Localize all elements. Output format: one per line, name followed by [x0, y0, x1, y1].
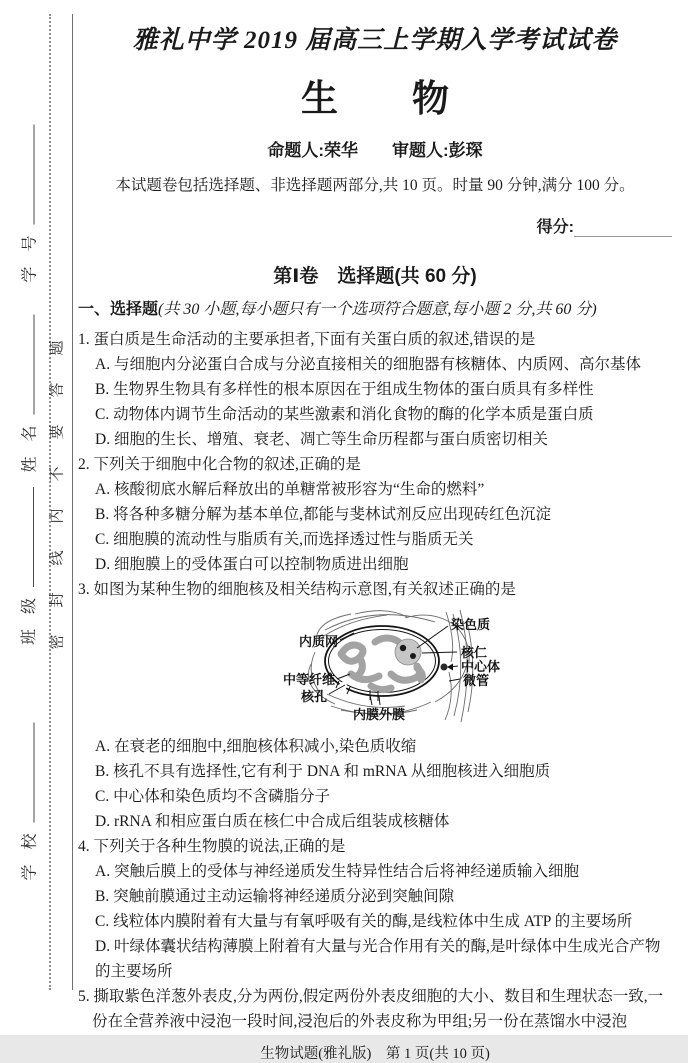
- question-5-number: 5.: [78, 988, 90, 1005]
- question-list: [78, 327, 672, 1034]
- student-field-name: [20, 308, 42, 473]
- question-4-option-d: D. 叶绿体囊状结构薄膜上附着有大量与光合作用有关的酶,是叶绿体中生成光合产物的主要场所: [95, 938, 661, 980]
- question-1-option-a: A. 与细胞内分泌蛋白合成与分泌直接相关的细胞器有核糖体、内质网、高尔基体: [95, 356, 641, 373]
- question-2-option-d: D. 细胞膜上的受体蛋白可以控制物质进出细胞: [95, 556, 409, 573]
- student-field-class-label: 班级: [21, 582, 38, 645]
- label-microtubule: 微管: [463, 673, 490, 688]
- part-note: (共 30 小题,每小题只有一个选项符合题意,每小题 2 分,共 60 分): [158, 301, 597, 318]
- student-field-id-blank: [21, 124, 35, 224]
- question-1-number: 1.: [78, 331, 90, 348]
- question-5-stem: 撕取紫色洋葱外表皮,分为两份,假定两份外表皮细胞的大小、数目和生理状态一致,一份在全营养液中浸泡一段时间,浸泡后的外表皮称为甲组;另一份在蒸馏水中浸泡: [92, 988, 664, 1030]
- score-row: [78, 215, 672, 237]
- question-3-stem: 如图为某种生物的细胞核及相关结构示意图,有关叙述正确的是: [93, 581, 516, 598]
- label-centrosome: 中心体: [461, 659, 501, 674]
- student-field-school-label: 学校: [21, 818, 39, 881]
- question-1-stem: 蛋白质是生命活动的主要承担者,下面有关蛋白质的叙述,错误的是: [93, 331, 536, 348]
- question-4-stem: 下列关于各种生物膜的说法,正确的是: [93, 838, 346, 855]
- question-2-number: 2.: [78, 456, 90, 473]
- exam-info: 本试题卷包括选择题、非选择题两部分,共 10 页。时量 90 分钟,满分 100 分。: [115, 177, 635, 194]
- score-blank: [574, 220, 672, 237]
- question-2-option-a: A. 核酸彻底水解后释放出的单糖常被形容为“生命的燃料”: [95, 481, 485, 498]
- nucleolus-dot: [410, 653, 416, 659]
- question-3-option-d: D. rRNA 和相应蛋白质在核仁中合成后组装成核糖体: [95, 813, 450, 830]
- part-heading: 一、选择题: [78, 301, 159, 318]
- question-4-number: 4.: [78, 838, 90, 855]
- nucleolus-dot: [400, 645, 406, 651]
- student-field-class: [19, 495, 41, 645]
- centrosome-body: [441, 664, 448, 671]
- question-1-option-c: C. 动物体内调节生命活动的某些激素和消化食物的酶的化学本质是蛋白质: [95, 406, 594, 423]
- question-1-option-d: D. 细胞的生长、增殖、衰老、凋亡等生命历程都与蛋白质密切相关: [95, 431, 548, 448]
- question-1: [78, 327, 672, 352]
- question-2-option-c: C. 细胞膜的流动性与脂质有关,而选择透过性与脂质无关: [95, 531, 474, 548]
- student-field-id: [20, 108, 42, 283]
- question-3-option-b: B. 核孔不具有选择性,它有利于 DNA 和 mRNA 从细胞核进入细胞质: [95, 763, 551, 780]
- question-2-stem: 下列关于细胞中化合物的叙述,正确的是: [93, 456, 361, 473]
- setters-line: 命题人:荣华 审题人:彭琛: [267, 141, 483, 160]
- question-3-option-a: A. 在衰老的细胞中,细胞核体积减小,染色质收缩: [95, 738, 417, 755]
- student-field-class-blank: [20, 487, 34, 587]
- student-field-name-label: 姓名: [21, 410, 39, 473]
- seal-warning-text: 密封线内不要答题: [49, 313, 66, 650]
- question-5: [78, 984, 672, 1034]
- label-chromatin: 染色质: [451, 617, 491, 632]
- nucleolus-body: [395, 639, 421, 665]
- student-field-id-label: 学号: [21, 220, 39, 283]
- question-3: [78, 577, 672, 602]
- cell-nucleus-diagram: [78, 602, 672, 734]
- label-nuclear-pore: 核孔: [300, 689, 327, 704]
- page-footer: 生物试题(雅礼版) 第 1 页(共 10 页): [260, 1046, 490, 1062]
- label-er: 内质网: [298, 634, 338, 649]
- subject-title: 生 物: [301, 78, 449, 119]
- student-field-name-blank: [21, 314, 35, 414]
- seal-solid-line: [72, 14, 73, 990]
- question-1-option-b: B. 生物界生物具有多样性的根本原因在于组成生物体的蛋白质具有多样性: [95, 381, 594, 398]
- page-title: 雅礼中学 2019 届高三上学期入学考试试卷: [132, 27, 618, 54]
- cell-nucleus-figure: [255, 602, 505, 734]
- student-field-school: [20, 706, 42, 881]
- question-3-number: 3.: [78, 581, 90, 598]
- centrosome-arrowhead: [447, 664, 453, 671]
- label-intermediate-fiber: 中等纤维: [282, 672, 335, 687]
- label-nucleolus: 核仁: [461, 645, 488, 660]
- question-4: [78, 834, 672, 859]
- score-label: 得分:: [536, 219, 574, 236]
- content-column: [78, 0, 672, 1063]
- question-3-option-c: C. 中心体和染色质均不含磷脂分子: [95, 788, 331, 805]
- question-4-option-a: A. 突触后膜上的受体与神经递质发生特异性结合后将神经递质输入细胞: [95, 863, 579, 880]
- question-4-option-b: B. 突触前膜通过主动运输将神经递质分泌到突触间隙: [95, 888, 455, 905]
- question-4-option-c: C. 线粒体内膜附着有大量与有氧呼吸有关的酶,是线粒体中生成 ATP 的主要场所: [95, 913, 633, 930]
- label-membranes: 内膜外膜: [353, 707, 406, 722]
- volume-title: 第Ⅰ卷 选择题(共 60 分): [273, 266, 477, 287]
- part-heading-line: [78, 298, 672, 322]
- question-2: [78, 452, 672, 477]
- question-2-option-b: B. 将各种多糖分解为基本单位,都能与斐林试剂反应出现砖红色沉淀: [95, 506, 551, 523]
- student-field-school-blank: [21, 722, 35, 822]
